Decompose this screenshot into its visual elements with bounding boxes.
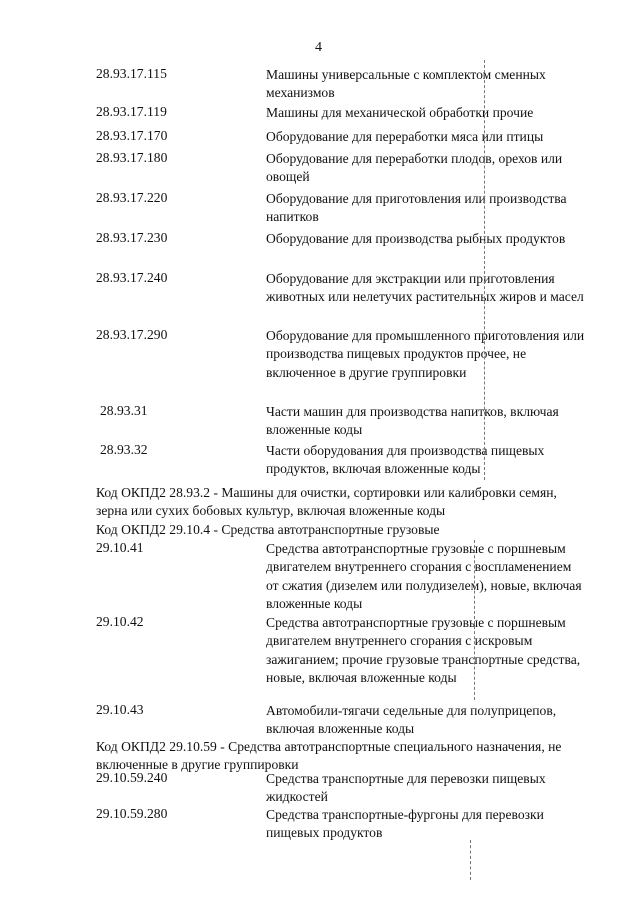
okpd-description: Средства транспортные для перевозки пищевых жидкостей [266, 771, 546, 805]
okpd-code: 28.93.17.230 [96, 230, 168, 245]
okpd-description: Оборудование для промышленного приготовления или производства пищевых продуктов прочее, не включенное в другие группировки [266, 328, 585, 380]
okpd-description: Оборудование для приготовления или производства напитков [266, 191, 567, 225]
okpd-description: Средства автотранспортные грузовые с поршневым двигателем внутреннего сгорания с искровым зажиганием; прочие грузовые транспортные средства, новые, включая вложенные коды [266, 615, 581, 686]
okpd-code: 29.10.59.240 [96, 770, 168, 785]
okpd-code: 28.93.17.240 [96, 270, 168, 285]
okpd-code: 28.93.17.220 [96, 190, 168, 205]
okpd-description: Части машин для производства напитков, включая вложенные коды [266, 404, 559, 438]
scan-artifact-line [470, 840, 471, 880]
okpd-description: Средства транспортные-фургоны для перевозки пищевых продуктов [266, 807, 544, 841]
okpd-description: Оборудование для производства рыбных продуктов [266, 231, 566, 246]
okpd-code: 28.93.17.115 [96, 66, 167, 81]
okpd-code: 28.93.17.170 [96, 128, 168, 143]
okpd-description: Оборудование для экстракции или приготовления животных или нелетучих растительных жиров и масел [266, 271, 584, 305]
okpd-description: Автомобили-тягачи седельные для полуприцепов, включая вложенные коды [266, 703, 557, 737]
okpd-code: 28.93.17.180 [96, 150, 168, 165]
okpd-code: 28.93.31 [100, 403, 148, 418]
okpd-code: 29.10.59.280 [96, 806, 168, 821]
okpd-code: 28.93.17.119 [96, 104, 167, 119]
page-number: 4 [315, 40, 322, 55]
okpd-code: 29.10.42 [96, 614, 144, 629]
okpd-code: 29.10.43 [96, 702, 144, 717]
okpd-description: Средства автотранспортные грузовые с поршневым двигателем внутреннего сгорания с воспламенением от сжатия (дизелем или полудизелем), новые, включая вложенные коды [266, 541, 582, 612]
okpd-group-heading: Код ОКПД2 29.10.4 - Средства автотранспортные грузовые [96, 522, 440, 537]
okpd-description: Части оборудования для производства пищевых продуктов, включая вложенные коды [266, 443, 545, 477]
okpd-group-heading: Код ОКПД2 29.10.59 - Средства автотранспортные специального назначения, не включенные в другие группировки [96, 739, 562, 773]
scan-artifact-line [474, 540, 475, 700]
okpd-code: 28.93.32 [100, 442, 148, 457]
okpd-code: 29.10.41 [96, 540, 144, 555]
okpd-description: Машины для механической обработки прочие [266, 105, 534, 120]
okpd-code: 28.93.17.290 [96, 327, 168, 342]
okpd-group-heading: Код ОКПД2 28.93.2 - Машины для очистки, сортировки или калибровки семян, зерна или сухих бобовых культур, включая вложенные коды [96, 485, 557, 519]
okpd-description: Оборудование для переработки мяса или птицы [266, 129, 544, 144]
scan-artifact-line [484, 60, 485, 480]
okpd-description: Машины универсальные с комплектом сменных механизмов [266, 67, 546, 101]
okpd-description: Оборудование для переработки плодов, орехов или овощей [266, 151, 563, 185]
